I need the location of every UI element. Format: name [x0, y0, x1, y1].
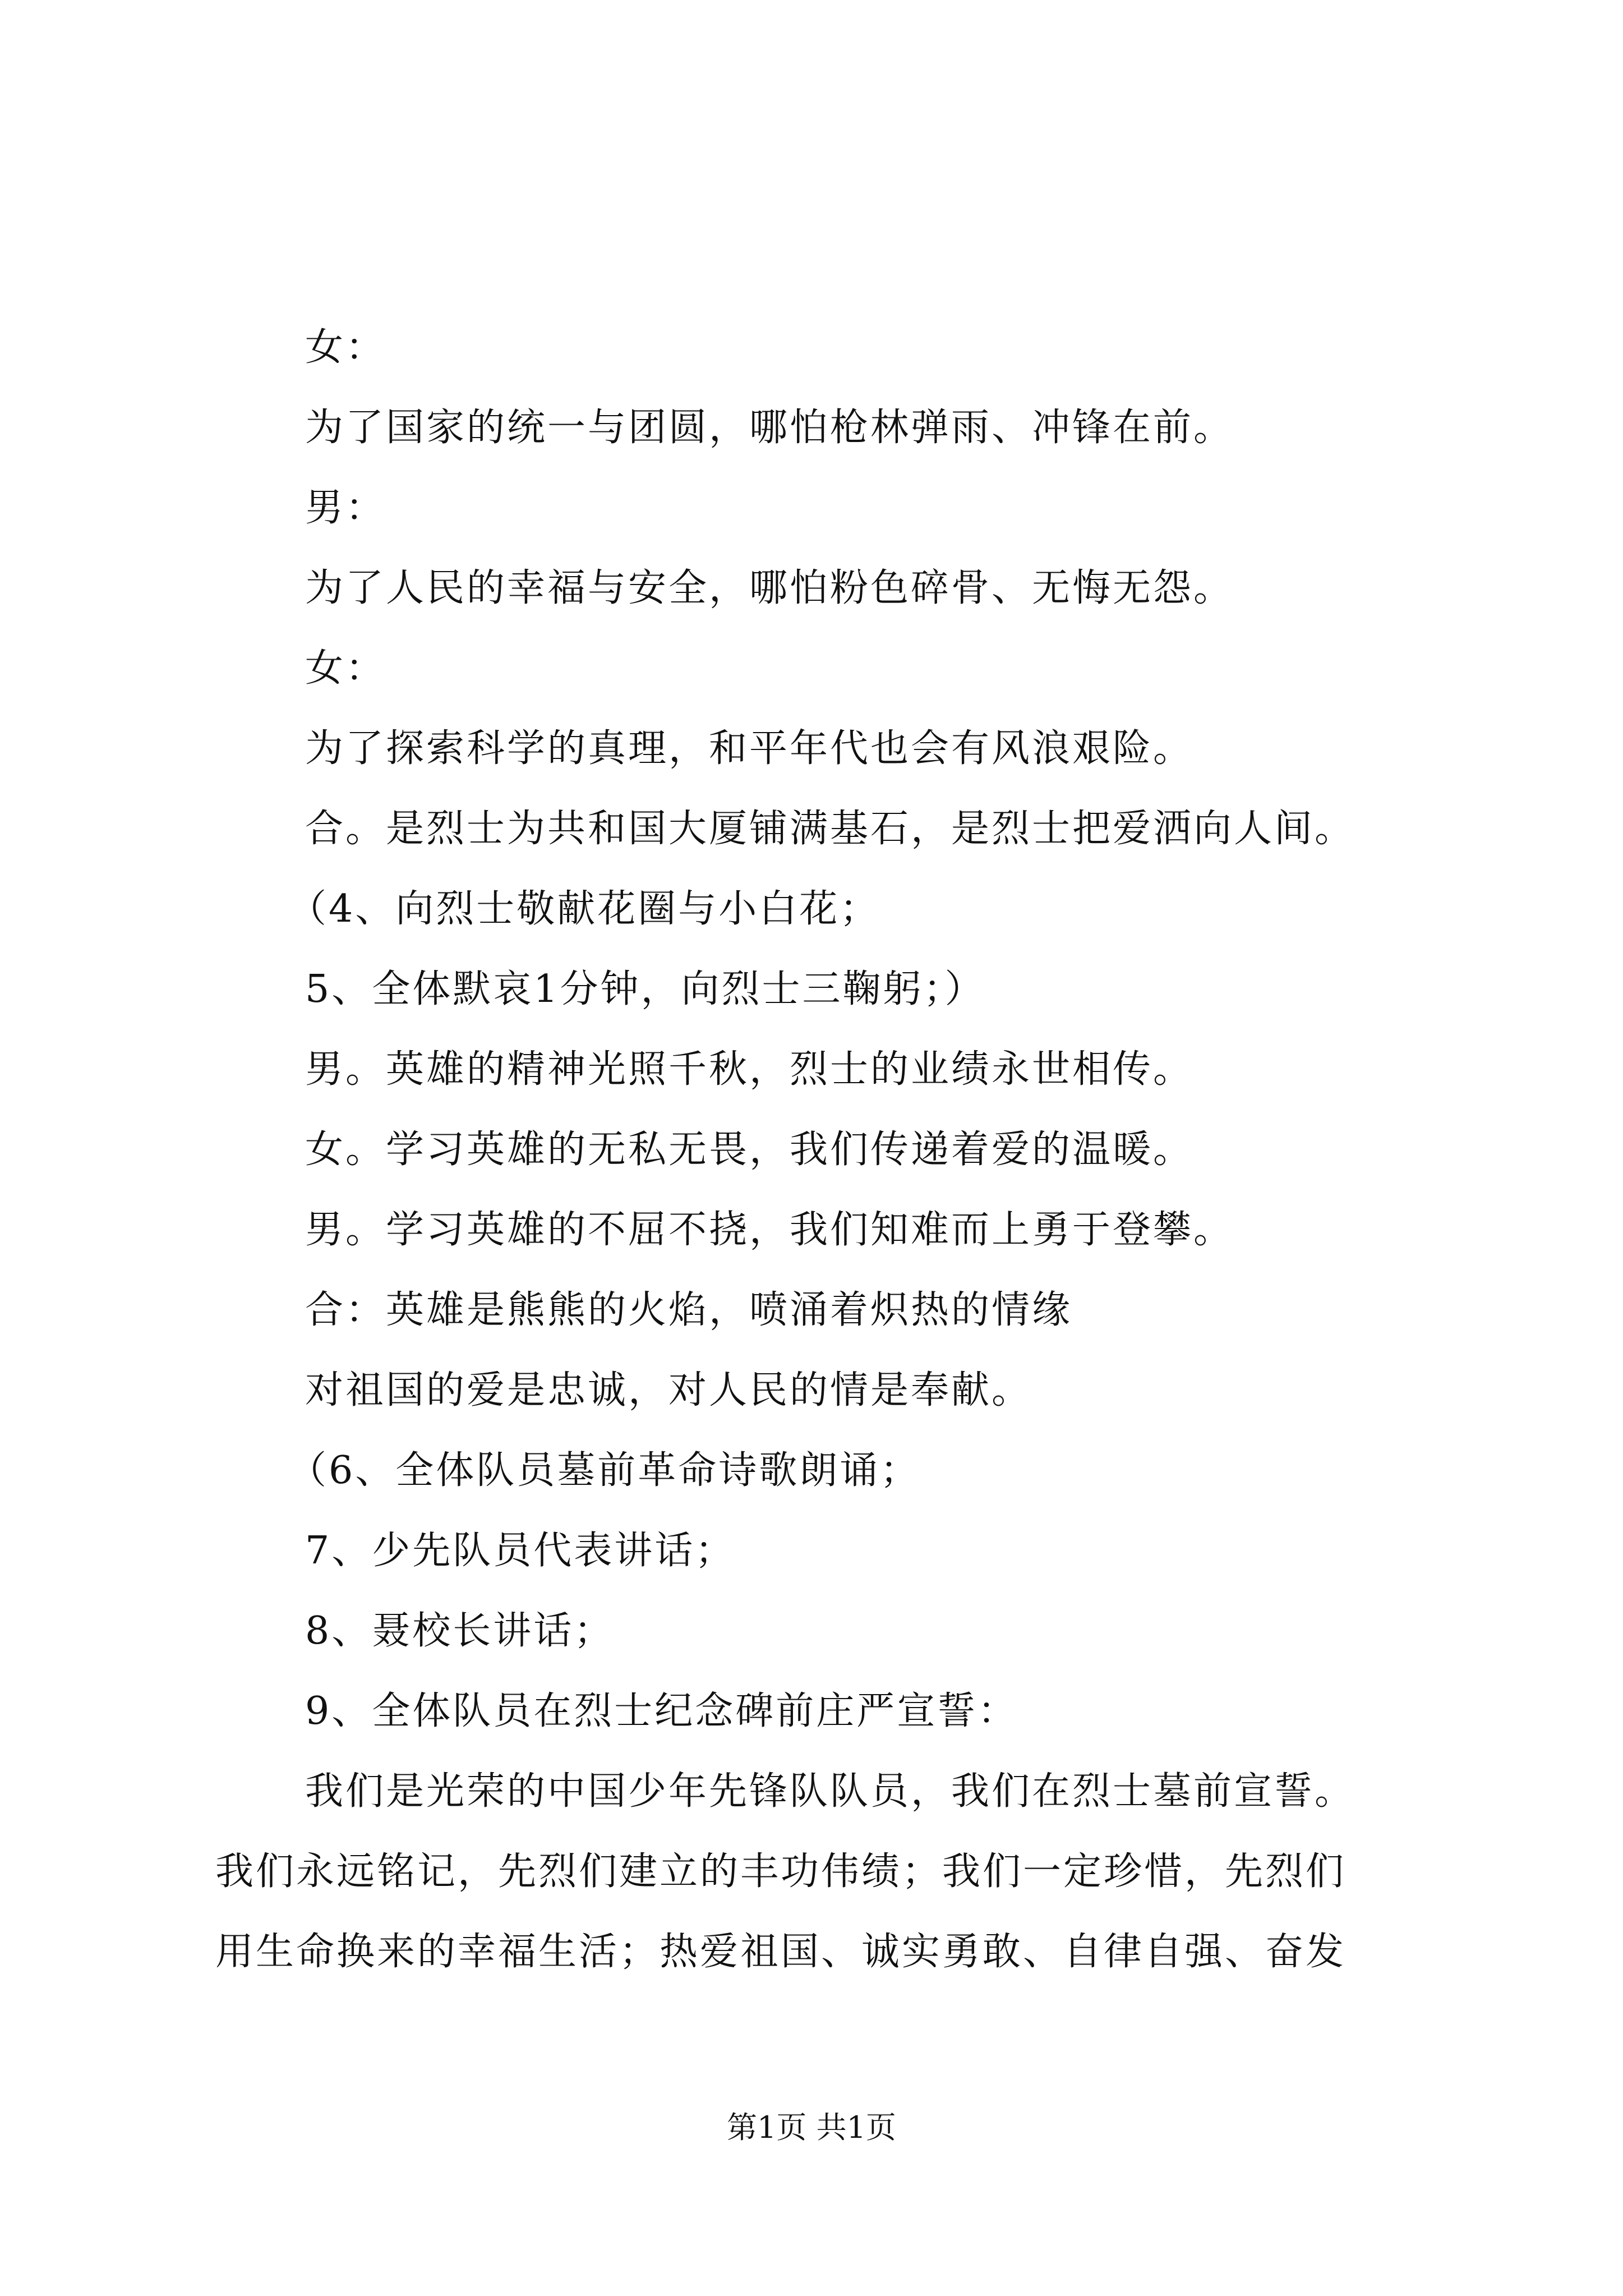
document-body — [215, 307, 1438, 1992]
text-line: 对祖国的爱是忠诚，对人民的情是奉献。 — [305, 1368, 1032, 1412]
text-line: 男。英雄的精神光照千秋，烈士的业绩永世相传。 — [305, 1047, 1194, 1092]
text-line: 为了人民的幸福与安全，哪怕粉色碎骨、无悔无怨。 — [305, 566, 1234, 610]
text-line: 7、少先队员代表讲话； — [305, 1529, 736, 1573]
text-line: 合。是烈士为共和国大厦铺满基石，是烈士把爱洒向人间。 — [305, 807, 1355, 851]
text-line: 女： — [305, 646, 386, 691]
text-line: 男。学习英雄的不屈不挠，我们知难而上勇于登攀。 — [305, 1208, 1234, 1252]
text-line: 女。学习英雄的无私无畏，我们传递着爱的温暖。 — [305, 1128, 1194, 1172]
text-line: 男： — [305, 486, 386, 530]
text-line: （4、向烈士敬献花圈与小白花； — [288, 887, 880, 931]
text-line: 5、全体默哀1分钟，向烈士三鞠躬；） — [305, 967, 985, 1011]
text-line: 为了探索科学的真理，和平年代也会有风浪艰险。 — [305, 726, 1194, 771]
text-line: 为了国家的统一与团圆，哪怕枪林弹雨、冲锋在前。 — [305, 406, 1234, 450]
text-line: （6、全体队员墓前革命诗歌朗诵； — [288, 1448, 921, 1493]
text-line: 9、全体队员在烈士纪念碑前庄严宣誓： — [305, 1689, 1018, 1733]
text-line: 用生命换来的幸福生活；热爱祖国、诚实勇敢、自律自强、奋发 — [215, 1930, 1347, 1974]
page-footer: 第1页 共1页 — [727, 2110, 896, 2145]
text-line: 合：英雄是熊熊的火焰，喷涌着炽热的情缘 — [305, 1288, 1073, 1332]
text-line: 8、聂校长讲话； — [305, 1609, 615, 1653]
text-line: 女： — [305, 325, 386, 370]
text-line: 我们是光荣的中国少年先锋队队员，我们在烈士墓前宣誓。 — [305, 1769, 1355, 1814]
text-line: 我们永远铭记，先烈们建立的丰功伟绩；我们一定珍惜，先烈们 — [215, 1849, 1347, 1894]
